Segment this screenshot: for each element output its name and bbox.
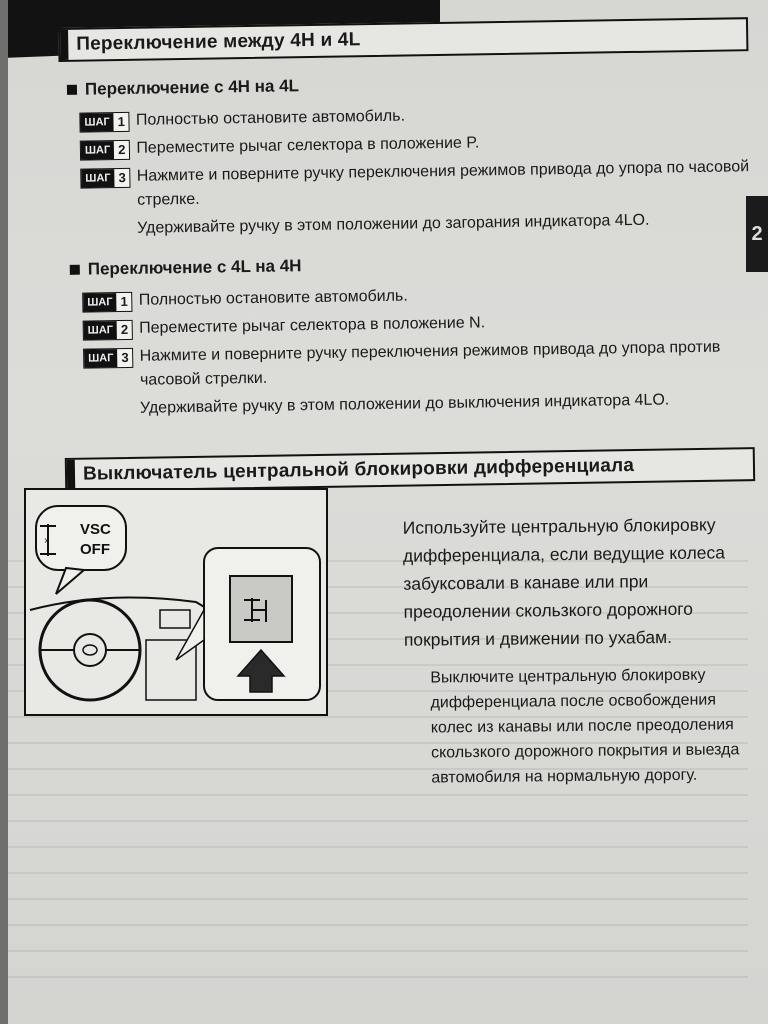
step-item [80,155,751,214]
step-badge [80,140,131,161]
manual-page [8,0,768,1024]
steering-hub [74,634,106,666]
off-label: OFF [80,541,110,558]
step-badge [80,168,131,189]
step-note: Удерживайте ручку в этом положении до загорания индикатора 4LO. [137,211,650,237]
step-badge [82,292,133,313]
step-badge-label: ШАГ [81,141,115,160]
step-item [83,335,754,394]
svg-text:×: × [44,536,50,547]
step-badge-number: 2 [118,141,126,158]
subheading-4l-to-4h [70,249,752,280]
header-bar [60,30,68,60]
step-badge-label: ШАГ [81,169,115,188]
description-paragraph-1: Используйте центральную блокировку дифференциала, если ведущие колеса забуксовали в канаве или при преодолении скользкого дорожного покрытия и движении по ухабам. [402,514,726,650]
chapter-tab: 2 [746,196,768,272]
section-title: Выключатель центральной блокировки дифференциала [82,455,635,485]
step-badge-number: 2 [120,321,129,338]
subheading-text: Переключение с 4H на 4L [84,76,300,99]
bullet-square-icon [67,85,77,95]
step-text: Нажмите и поверните ручку переключения режимов привода до упора против часовой стрелки. [139,338,721,389]
step-text: Переместите рычаг селектора в положение N. [139,314,486,337]
vsc-label: VSC [80,521,111,538]
step-badge [83,348,134,369]
content-column [58,17,755,492]
subheading-text: Переключение с 4L на 4H [87,256,302,279]
subheading-4h-to-4l [67,69,749,100]
callout-pointer [56,568,84,594]
step-badge [83,320,134,341]
header-bar [67,460,75,490]
step-badge-number: 3 [121,349,129,366]
step-badge [79,112,130,133]
step-badge-label: ШАГ [83,293,117,312]
step-badge-number: 3 [118,169,126,186]
step-text: Полностью остановите автомобиль. [138,287,408,309]
description-paragraph-2: Выключите центральную блокировку дифференциала после освобождения колес из канавы или после преодоления скользкого дорожного покрытия и выезда автомобиля на нормальную дорогу. [430,666,740,787]
air-vent [160,610,190,628]
bullet-square-icon [70,265,80,275]
step-text: Переместите рычаг селектора в положение P. [136,134,480,157]
section-title: Переключение между 4H и 4L [76,29,361,55]
step-badge-number: 1 [117,113,126,130]
step-badge-label: ШАГ [84,349,118,368]
brand-logo-icon [83,645,97,655]
step-note: Удерживайте ручку в этом положении до выключения индикатора 4LO. [139,391,670,417]
step-badge-number: 1 [120,293,128,310]
step-text: Полностью остановите автомобиль. [135,107,406,129]
step-text: Нажмите и поверните ручку переключения режимов привода до упора по часовой стрелке. [136,158,750,209]
step-badge-label: ШАГ [84,321,118,340]
dashboard-illustration [24,488,328,716]
step-badge-label: ШАГ [80,113,114,132]
description-text [403,510,746,791]
dashboard-drawing [26,490,326,714]
